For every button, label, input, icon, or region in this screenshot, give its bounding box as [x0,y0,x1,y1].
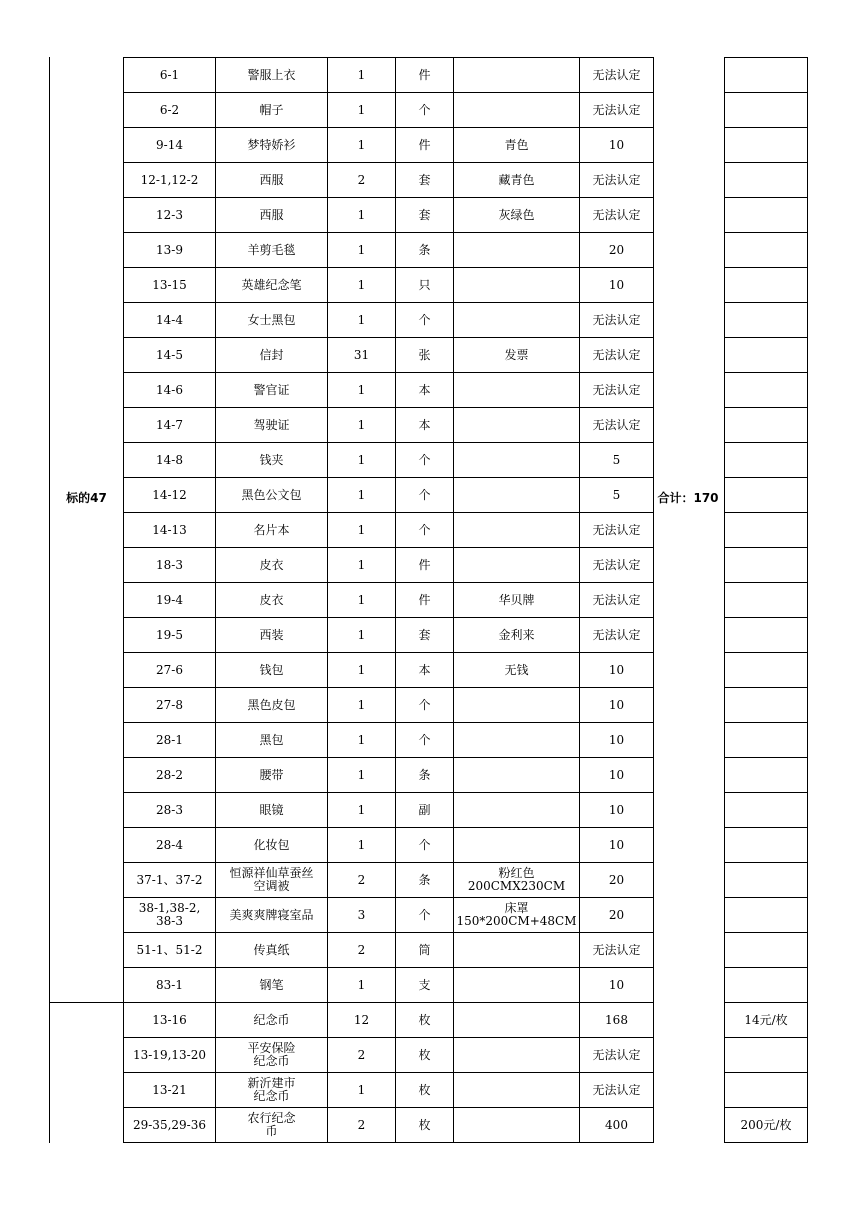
unit-cell: 只 [396,268,454,303]
item-name-cell: 钱包 [216,653,328,688]
unit-cell: 枚 [396,1073,454,1108]
quantity-cell: 1 [328,583,396,618]
table-row [124,268,654,303]
price-row [725,408,808,443]
item-name-cell: 恒源祥仙草蚕丝 空调被 [216,863,328,898]
price-row [725,163,808,198]
appraised-value-cell: 无法认定 [580,338,654,373]
appraised-value-cell: 10 [580,968,654,1003]
price-row [725,618,808,653]
unit-cell: 本 [396,653,454,688]
table-row [124,198,654,233]
unit-cell: 个 [396,93,454,128]
unit-price-cell [725,653,808,688]
remark-cell: 金利来 [454,618,580,653]
remark-cell [454,58,580,93]
item-name-cell: 警服上衣 [216,58,328,93]
unit-price-cell [725,548,808,583]
unit-price-cell [725,163,808,198]
unit-cell: 条 [396,233,454,268]
item-id-cell: 19-4 [124,583,216,618]
appraised-value-cell: 10 [580,758,654,793]
price-row [725,198,808,233]
remark-cell: 藏青色 [454,163,580,198]
quantity-cell: 1 [328,723,396,758]
unit-cell: 件 [396,58,454,93]
unit-cell: 张 [396,338,454,373]
appraised-value-cell: 10 [580,828,654,863]
unit-cell: 套 [396,618,454,653]
appraised-value-cell: 10 [580,723,654,758]
unit-price-cell [725,898,808,933]
table-row [124,758,654,793]
quantity-cell: 2 [328,163,396,198]
remark-cell [454,968,580,1003]
items-table [123,57,654,1143]
price-row [725,898,808,933]
appraised-value-cell: 无法认定 [580,1038,654,1073]
unit-cell: 件 [396,583,454,618]
remark-cell [454,828,580,863]
price-row [725,653,808,688]
unit-cell: 条 [396,758,454,793]
appraised-value-cell: 20 [580,863,654,898]
unit-price-cell [725,933,808,968]
price-row [725,58,808,93]
remark-cell [454,478,580,513]
total-label: 合计：170 [657,491,719,505]
item-id-cell: 14-13 [124,513,216,548]
item-name-cell: 英雄纪念笔 [216,268,328,303]
item-id-cell: 51-1、51-2 [124,933,216,968]
quantity-cell: 1 [328,408,396,443]
left-border-line [49,57,50,1143]
appraised-value-cell: 20 [580,898,654,933]
unit-price-cell: 14元/枚 [725,1003,808,1038]
table-row [124,618,654,653]
quantity-cell: 2 [328,1108,396,1143]
unit-cell: 个 [396,303,454,338]
table-row [124,408,654,443]
item-id-cell: 14-12 [124,478,216,513]
appraised-value-cell: 无法认定 [580,1073,654,1108]
item-id-cell: 27-6 [124,653,216,688]
remark-cell [454,688,580,723]
item-name-cell: 腰带 [216,758,328,793]
unit-price-cell [725,373,808,408]
unit-price-cell [725,198,808,233]
quantity-cell: 1 [328,268,396,303]
quantity-cell: 1 [328,128,396,163]
quantity-cell: 1 [328,373,396,408]
item-id-cell: 37-1、37-2 [124,863,216,898]
quantity-cell: 1 [328,93,396,128]
unit-price-cell [725,688,808,723]
item-id-cell: 6-1 [124,58,216,93]
unit-cell: 本 [396,373,454,408]
unit-cell: 条 [396,863,454,898]
table-row [124,1108,654,1143]
remark-cell [454,548,580,583]
remark-cell: 华贝牌 [454,583,580,618]
unit-cell: 个 [396,513,454,548]
appraised-value-cell: 无法认定 [580,933,654,968]
item-id-cell: 14-6 [124,373,216,408]
quantity-cell: 1 [328,303,396,338]
unit-price-cell [725,863,808,898]
item-id-cell: 13-21 [124,1073,216,1108]
quantity-cell: 2 [328,1038,396,1073]
price-row [725,933,808,968]
table-row [124,933,654,968]
remark-cell: 床罩 150*200CM+48CM [454,898,580,933]
remark-cell: 青色 [454,128,580,163]
unit-cell: 副 [396,793,454,828]
unit-price-cell [725,513,808,548]
item-name-cell: 传真纸 [216,933,328,968]
table-row [124,1073,654,1108]
item-id-cell: 18-3 [124,548,216,583]
unit-price-cell [725,478,808,513]
item-name-cell: 女士黑包 [216,303,328,338]
price-row [725,548,808,583]
table-row [124,898,654,933]
item-name-cell: 警官证 [216,373,328,408]
appraised-value-cell: 无法认定 [580,583,654,618]
price-row [725,1003,808,1038]
unit-cell: 个 [396,828,454,863]
unit-price-cell [725,408,808,443]
unit-cell: 枚 [396,1003,454,1038]
appraised-value-cell: 无法认定 [580,93,654,128]
item-name-cell: 西服 [216,198,328,233]
quantity-cell: 1 [328,653,396,688]
item-name-cell: 钢笔 [216,968,328,1003]
appraised-value-cell: 168 [580,1003,654,1038]
item-id-cell: 14-7 [124,408,216,443]
table-row [124,968,654,1003]
quantity-cell: 1 [328,58,396,93]
unit-cell: 本 [396,408,454,443]
unit-price-cell [725,583,808,618]
quantity-cell: 1 [328,478,396,513]
appraised-value-cell: 10 [580,688,654,723]
quantity-cell: 1 [328,233,396,268]
table-row [124,828,654,863]
table-row [124,723,654,758]
item-name-cell: 驾驶证 [216,408,328,443]
quantity-cell: 1 [328,513,396,548]
table-row [124,688,654,723]
unit-cell: 件 [396,548,454,583]
quantity-cell: 1 [328,968,396,1003]
price-row [725,1073,808,1108]
remark-cell: 无钱 [454,653,580,688]
price-row [725,268,808,303]
remark-cell [454,1003,580,1038]
price-row [725,758,808,793]
item-id-cell: 13-16 [124,1003,216,1038]
table-row [124,303,654,338]
item-id-cell: 13-19,13-20 [124,1038,216,1073]
remark-cell [454,268,580,303]
unit-cell: 筒 [396,933,454,968]
remark-cell [454,758,580,793]
item-id-cell: 14-4 [124,303,216,338]
table-row [124,443,654,478]
price-row [725,443,808,478]
quantity-cell: 1 [328,443,396,478]
price-row [725,128,808,163]
item-id-cell: 12-1,12-2 [124,163,216,198]
unit-cell: 个 [396,723,454,758]
table-row [124,478,654,513]
remark-cell [454,1108,580,1143]
appraised-value-cell: 400 [580,1108,654,1143]
table-row [124,793,654,828]
remark-cell [454,93,580,128]
table-row [124,1038,654,1073]
remark-cell [454,513,580,548]
unit-cell: 件 [396,128,454,163]
appraised-value-cell: 无法认定 [580,548,654,583]
unit-cell: 个 [396,688,454,723]
item-id-cell: 13-15 [124,268,216,303]
unit-cell: 个 [396,443,454,478]
price-row [725,233,808,268]
item-id-cell: 28-1 [124,723,216,758]
price-row [725,723,808,758]
unit-cell: 套 [396,163,454,198]
price-row [725,968,808,1003]
item-name-cell: 美爽爽牌寝室品 [216,898,328,933]
unit-price-cell [725,233,808,268]
table-row [124,233,654,268]
item-id-cell: 83-1 [124,968,216,1003]
item-name-cell: 帽子 [216,93,328,128]
appraised-value-cell: 无法认定 [580,618,654,653]
table-row [124,128,654,163]
quantity-cell: 1 [328,758,396,793]
item-name-cell: 皮衣 [216,548,328,583]
item-name-cell: 平安保险 纪念币 [216,1038,328,1073]
item-id-cell: 28-4 [124,828,216,863]
item-name-cell: 黑色公文包 [216,478,328,513]
unit-price-cell [725,618,808,653]
price-row [725,93,808,128]
item-name-cell: 皮衣 [216,583,328,618]
unit-price-cell [725,303,808,338]
price-row [725,793,808,828]
item-name-cell: 羊剪毛毯 [216,233,328,268]
unit-price-cell [725,128,808,163]
price-row [725,303,808,338]
quantity-cell: 1 [328,828,396,863]
unit-price-cell [725,723,808,758]
item-name-cell: 化妆包 [216,828,328,863]
quantity-cell: 1 [328,198,396,233]
appraised-value-cell: 5 [580,478,654,513]
appraised-value-cell: 10 [580,268,654,303]
item-id-cell: 28-2 [124,758,216,793]
unit-price-cell [725,443,808,478]
item-name-cell: 西装 [216,618,328,653]
remark-cell [454,793,580,828]
quantity-cell: 2 [328,933,396,968]
price-row [725,338,808,373]
quantity-cell: 1 [328,548,396,583]
item-id-cell: 9-14 [124,128,216,163]
quantity-cell: 1 [328,1073,396,1108]
item-name-cell: 名片本 [216,513,328,548]
remark-cell [454,303,580,338]
item-name-cell: 黑包 [216,723,328,758]
item-id-cell: 27-8 [124,688,216,723]
table-row [124,513,654,548]
price-row [725,513,808,548]
unit-price-cell [725,968,808,1003]
unit-price-cell [725,758,808,793]
group-divider-line [49,1002,123,1003]
price-row [725,828,808,863]
price-row [725,373,808,408]
remark-cell [454,1073,580,1108]
item-id-cell: 14-8 [124,443,216,478]
unit-price-cell [725,338,808,373]
price-row [725,1038,808,1073]
quantity-cell: 31 [328,338,396,373]
table-row [124,338,654,373]
item-id-cell: 29-35,29-36 [124,1108,216,1143]
quantity-cell: 12 [328,1003,396,1038]
appraised-value-cell: 10 [580,128,654,163]
quantity-cell: 2 [328,863,396,898]
item-name-cell: 新沂建市 纪念币 [216,1073,328,1108]
table-row [124,1003,654,1038]
appraised-value-cell: 无法认定 [580,198,654,233]
price-row [725,1108,808,1143]
price-row [725,863,808,898]
item-name-cell: 眼镜 [216,793,328,828]
quantity-cell: 1 [328,793,396,828]
remark-cell [454,408,580,443]
table-row [124,583,654,618]
item-id-cell: 13-9 [124,233,216,268]
appraised-value-cell: 无法认定 [580,408,654,443]
unit-cell: 个 [396,478,454,513]
appraised-value-cell: 10 [580,653,654,688]
price-row [725,688,808,723]
unit-price-cell [725,93,808,128]
table-row [124,163,654,198]
unit-price-cell [725,1038,808,1073]
remark-cell [454,723,580,758]
unit-cell: 支 [396,968,454,1003]
remark-cell [454,373,580,408]
appraised-value-cell: 无法认定 [580,513,654,548]
unit-price-table [724,57,808,1143]
item-id-cell: 28-3 [124,793,216,828]
item-id-cell: 14-5 [124,338,216,373]
remark-cell [454,1038,580,1073]
unit-price-cell [725,58,808,93]
item-name-cell: 钱夹 [216,443,328,478]
price-row [725,583,808,618]
remark-cell [454,933,580,968]
unit-price-cell [725,793,808,828]
unit-cell: 套 [396,198,454,233]
unit-price-cell [725,828,808,863]
price-row [725,478,808,513]
remark-cell: 灰绿色 [454,198,580,233]
appraised-value-cell: 10 [580,793,654,828]
appraised-value-cell: 20 [580,233,654,268]
item-id-cell: 38-1,38-2, 38-3 [124,898,216,933]
table-row [124,373,654,408]
bid-label: 标的47 [66,491,107,505]
appraised-value-cell: 无法认定 [580,373,654,408]
item-id-cell: 19-5 [124,618,216,653]
remark-cell [454,443,580,478]
item-name-cell: 梦特娇衫 [216,128,328,163]
table-row [124,58,654,93]
unit-cell: 个 [396,898,454,933]
quantity-cell: 1 [328,618,396,653]
table-row [124,548,654,583]
item-id-cell: 12-3 [124,198,216,233]
quantity-cell: 1 [328,688,396,723]
item-name-cell: 信封 [216,338,328,373]
table-row [124,653,654,688]
item-name-cell: 黑色皮包 [216,688,328,723]
unit-price-cell [725,268,808,303]
appraised-value-cell: 5 [580,443,654,478]
remark-cell [454,233,580,268]
item-name-cell: 农行纪念 币 [216,1108,328,1143]
remark-cell: 粉红色 200CMX230CM [454,863,580,898]
item-id-cell: 6-2 [124,93,216,128]
unit-cell: 枚 [396,1108,454,1143]
table-row [124,863,654,898]
item-name-cell: 纪念币 [216,1003,328,1038]
table-row [124,93,654,128]
unit-price-cell: 200元/枚 [725,1108,808,1143]
unit-cell: 枚 [396,1038,454,1073]
appraised-value-cell: 无法认定 [580,58,654,93]
unit-price-cell [725,1073,808,1108]
remark-cell: 发票 [454,338,580,373]
item-name-cell: 西服 [216,163,328,198]
appraised-value-cell: 无法认定 [580,163,654,198]
appraised-value-cell: 无法认定 [580,303,654,338]
quantity-cell: 3 [328,898,396,933]
